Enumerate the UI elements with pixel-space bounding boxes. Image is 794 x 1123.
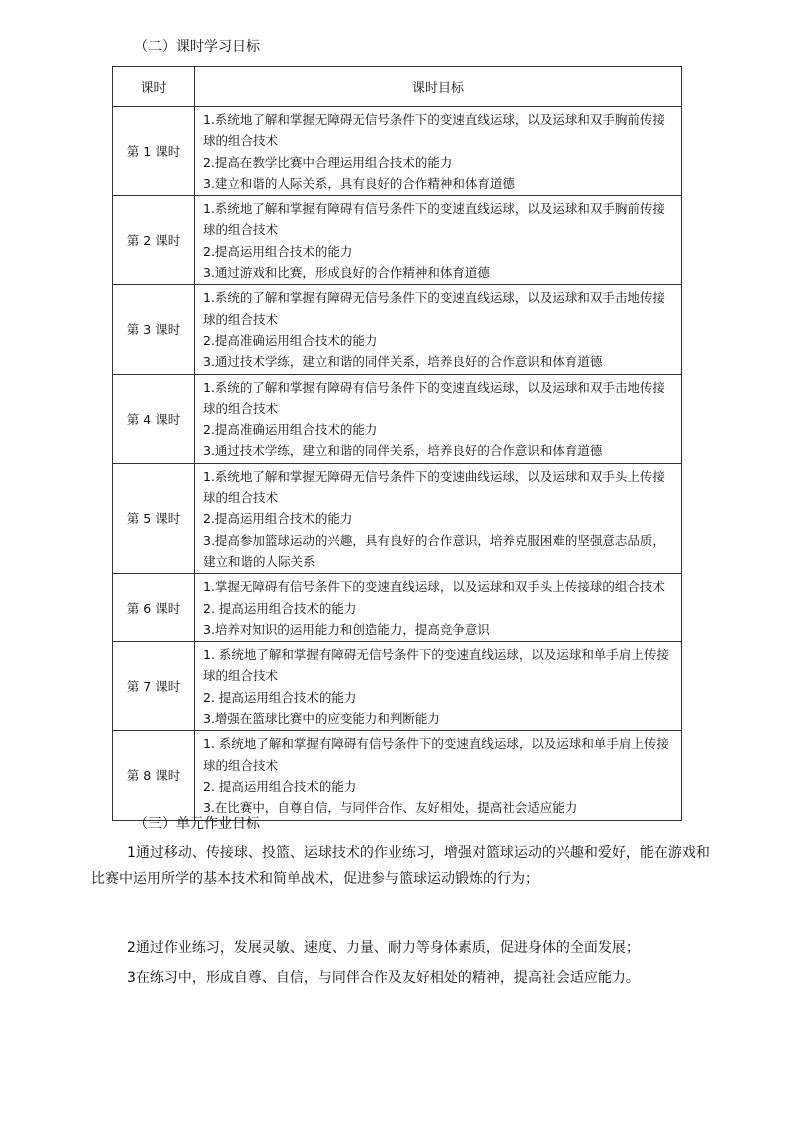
goal-item: 1.系统地了解和掌握有障碍有信号条件下的变速直线运球，以及运球和双手胸前传接球的组合技术: [203, 201, 665, 238]
header-goals: 课时目标: [195, 67, 682, 107]
lesson-goals-cell: [195, 574, 682, 642]
goal-item: 3.通过技术学练，建立和谐的同伴关系，培养良好的合作意识和体育道德: [203, 354, 603, 370]
lesson-label: 第 4 课时: [113, 374, 195, 463]
goal-item: 1. 系统地了解和掌握有障碍有信号条件下的变速直线运球，以及运球和单手肩上传接球的组合技术: [203, 736, 669, 773]
lesson-label: 第 1 课时: [113, 107, 195, 196]
goal-item: 2.提高运用组合技术的能力: [203, 511, 353, 527]
goal-item: 1.系统的了解和掌握有障碍有信号条件下的变速直线运球，以及运球和双手击地传接球的组合技术: [203, 379, 665, 416]
goal-item: 3.通过技术学练，建立和谐的同伴关系，培养良好的合作意识和体育道德: [203, 443, 603, 459]
lesson-goals-table: [112, 66, 682, 821]
lesson-label: 第 8 课时: [113, 731, 195, 820]
goal-item: 3.增强在篮球比赛中的应变能力和判断能力: [203, 711, 440, 727]
goal-item: 1.系统的了解和掌握有障碍无信号条件下的变速直线运球，以及运球和双手击地传接球的组合技术: [203, 290, 665, 327]
goal-item: 1.掌握无障碍有信号条件下的变速直线运球，以及运球和双手头上传接球的组合技术: [203, 579, 665, 595]
goal-item: 2.提高准确运用组合技术的能力: [203, 332, 378, 348]
lesson-label: 第 5 课时: [113, 463, 195, 573]
lesson-label: 第 2 课时: [113, 196, 195, 285]
table-row: [113, 196, 682, 285]
goal-item: 2.提高准确运用组合技术的能力: [203, 422, 378, 438]
table-row: [113, 463, 682, 573]
homework-goal-paragraph-3: 3在练习中，形成自尊、自信，与同伴合作及友好相处的精神，提高社会适应能力。: [127, 970, 640, 986]
table-row: [113, 107, 682, 196]
goal-item: 1.系统地了解和掌握无障碍无信号条件下的变速直线运球，以及运球和双手胸前传接球的组合技术: [203, 112, 665, 149]
table-header-row: [113, 67, 682, 107]
goal-item: 3.建立和谐的人际关系，具有良好的合作精神和体育道德: [203, 175, 515, 191]
lesson-goals-cell: [195, 374, 682, 463]
table-row: [113, 374, 682, 463]
header-lesson: 课时: [113, 67, 195, 107]
goal-item: 2.提高运用组合技术的能力: [203, 243, 353, 259]
lesson-label: 第 3 课时: [113, 285, 195, 374]
goal-item: 3.通过游戏和比赛，形成良好的合作精神和体育道德: [203, 265, 490, 281]
lesson-goals-cell: [195, 285, 682, 374]
goal-item: 1.系统地了解和掌握无障碍无信号条件下的变速曲线运球，以及运球和双手头上传接球的组合技术: [203, 468, 665, 506]
lesson-goals-cell: [195, 463, 682, 573]
homework-goal-paragraph-2: 2通过作业练习，发展灵敏、速度、力量、耐力等身体素质，促进身体的全面发展；: [127, 940, 640, 956]
lesson-goals-cell: [195, 107, 682, 196]
section-heading-lesson-goals: （二）课时学习日标: [134, 39, 260, 55]
table-row: [113, 574, 682, 642]
goal-item: 1. 系统地了解和掌握有障碍无信号条件下的变速直线运球，以及运球和单手肩上传接球的组合技术: [203, 647, 669, 684]
goal-item: 2. 提高运用组合技术的能力: [203, 689, 357, 705]
homework-goal-paragraph-1: 1通过移动、传接球、投篮、运球技术的作业练习，增强对篮球运动的兴趣和爱好，能在游戏和比赛中运用所学的基本技术和简单战术，促进参与篮球运动锻炼的行为；: [91, 845, 710, 887]
table-row: [113, 642, 682, 731]
goal-item: 3.培养对知识的运用能力和创造能力，提高竞争意识: [203, 621, 490, 637]
lesson-goals-cell: [195, 196, 682, 285]
table-row: [113, 731, 682, 820]
goal-item: 2. 提高运用组合技术的能力: [203, 778, 357, 794]
goal-item: 2. 提高运用组合技术的能力: [203, 600, 357, 616]
lesson-goals-cell: [195, 731, 682, 820]
goal-item: 2.提高在教学比赛中合理运用组合技术的能力: [203, 154, 453, 170]
table-row: [113, 285, 682, 374]
lesson-label: 第 6 课时: [113, 574, 195, 642]
section-heading-unit-homework: （三）单元作业日标: [134, 816, 260, 832]
lesson-goals-cell: [195, 642, 682, 731]
goal-item: 3.在比赛中，自尊自信，与同伴合作、友好相处，提高社会适应能力: [203, 800, 578, 816]
goal-item: 3.提高参加篮球运动的兴趣，具有良好的合作意识，培养克服困难的坚强意志品质，建立和谐的人际关系: [203, 532, 665, 569]
lesson-label: 第 7 课时: [113, 642, 195, 731]
table-body: [113, 107, 682, 821]
